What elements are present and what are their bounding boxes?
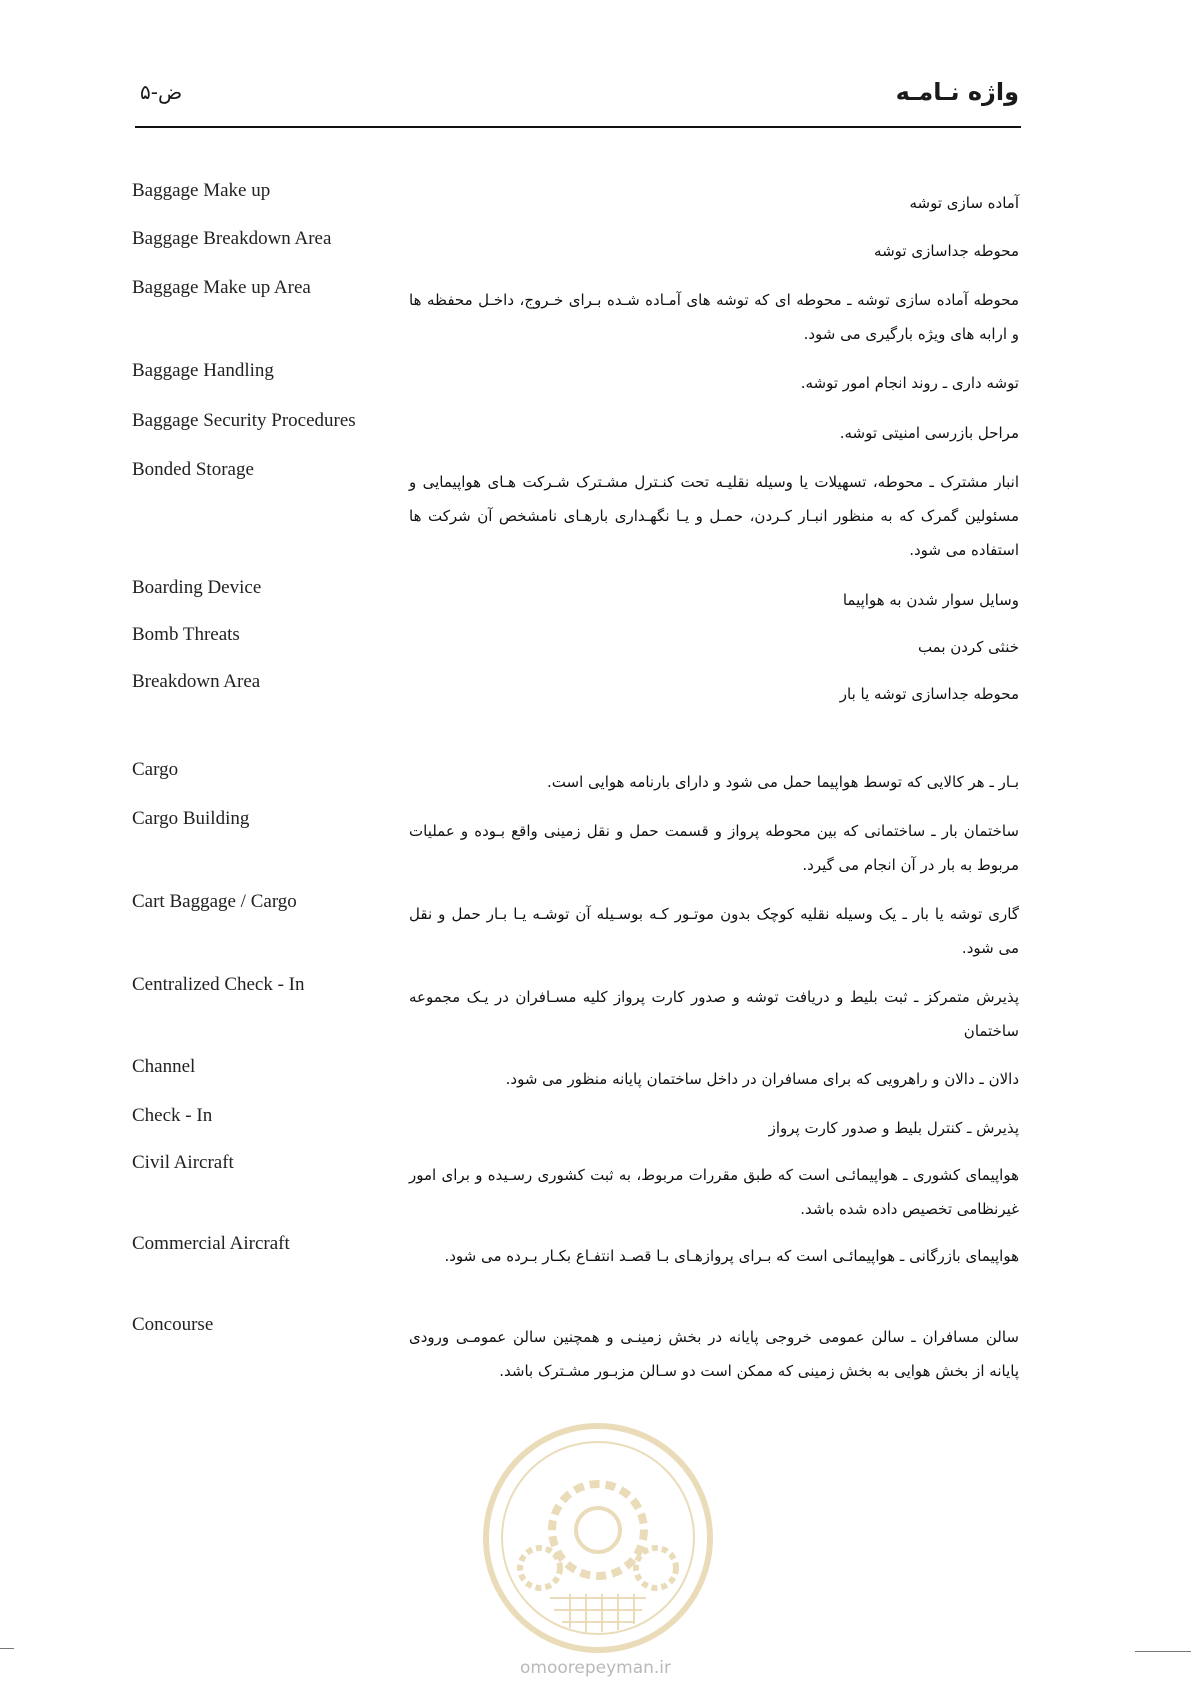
entry-definition-fa: ساختمان بار ـ ساختمانی که بین محوطه پرواز و قسمت حمل و نقل زمینی واقع بـوده و عملیات مربوط به بار در آن انجام می گیرد. — [409, 822, 1019, 874]
entry-term-en: Baggage Make up Area — [132, 277, 311, 298]
entry-definition-fa: پذیرش ـ کنترل بلیط و صدور کارت پرواز — [768, 1119, 1019, 1137]
entry-definition-fa: سالن مسافران ـ سالن عمومی خروجی پایانه در بخش زمینـی و همچنین سالن عمومـی ورودی پایانه از بخش هوایی به بخش زمینی که ممکن است دو سـالن مزبـور مشـترک باشد. — [409, 1328, 1019, 1380]
entry-definition-fa: مراحل بازرسی امنیتی توشه. — [839, 424, 1019, 442]
entry-definition-fa: دالان ـ دالان و راهرویی که برای مسافران در داخل ساختمان پایانه منظور می شود. — [505, 1070, 1019, 1088]
entry-definition-fa: هواپیمای بازرگانی ـ هواپیمائـی است که بـرای پروازهـای بـا قصـد انتفـاع بکـار بـرده می شود. — [444, 1247, 1019, 1265]
entry-term-en: Commercial Aircraft — [132, 1233, 290, 1254]
entry-term-en: Check - In — [132, 1105, 213, 1126]
entry-term-en: Bonded Storage — [132, 459, 254, 480]
entry-term-en: Boarding Device — [132, 577, 262, 598]
scan-edge-mark — [0, 1648, 14, 1649]
entry-term-en: Concourse — [132, 1314, 214, 1335]
page-title: واژه نـامـه — [895, 78, 1019, 106]
watermark-text: omoorepeyman.ir — [519, 1658, 672, 1678]
entry-definition-fa: آماده سازی توشه — [909, 194, 1019, 212]
entry-term-en: Cart Baggage / Cargo — [132, 891, 297, 912]
entry-definition-fa: محوطه جداسازی توشه یا بار — [839, 685, 1019, 703]
page-number: ض-۵ — [140, 80, 183, 104]
entry-definition-fa: خنثی کردن بمب — [917, 638, 1019, 656]
entry-term-en: Civil Aircraft — [132, 1152, 234, 1173]
entry-term-en: Cargo Building — [132, 808, 250, 829]
entry-term-en: Baggage Handling — [132, 360, 274, 381]
entry-term-en: Bomb Threats — [132, 624, 240, 645]
entry-definition-fa: توشه داری ـ روند انجام امور توشه. — [800, 374, 1019, 392]
entry-definition-fa: انبار مشترک ـ محوطه، تسهیلات یا وسیله نقلیـه تحت کنـترل مشـترک شـرکت هـای هواپیمایی و مسئولین گمرک که به منظور انبـار کـردن، حمـل و یـا نگهـداری بارهـای نامشخص آن شرکت ها استفاده می شود. — [409, 473, 1019, 559]
entry-term-en: Breakdown Area — [132, 671, 261, 692]
entry-definition-fa: وسایل سوار شدن به هواپیما — [842, 591, 1019, 609]
entry-term-en: Channel — [132, 1056, 196, 1077]
entry-definition-fa: محوطه آماده سازی توشه ـ محوطه ای که توشه های آمـاده شـده بـرای خـروج، داخـل محفظه ها و ارابه های ویژه بارگیری می شود. — [409, 291, 1019, 343]
entry-term-en: Baggage Make up — [132, 180, 271, 201]
entry-definition-fa: بـار ـ هر کالایی که توسط هواپیما حمل می شود و دارای بارنامه هوایی است. — [547, 773, 1019, 791]
header-divider — [135, 126, 1021, 128]
seal-stamp-icon — [478, 1418, 718, 1658]
entry-definition-fa: هواپیمای کشوری ـ هواپیمائـی است که طبق مقررات مربوط، به ثبت کشوری رسـیده و برای امور غیرنظامی تخصیص داده شده باشد. — [409, 1166, 1019, 1218]
scan-edge-mark — [1135, 1651, 1191, 1652]
entry-term-en: Centralized Check - In — [132, 974, 305, 995]
entry-definition-fa: محوطه جداسازی توشه — [874, 242, 1019, 260]
entry-term-en: Cargo — [132, 759, 179, 780]
entry-definition-fa: پذیرش متمرکز ـ ثبت بلیط و دریافت توشه و صدور کارت پرواز کلیه مسـافران در یـک مجموعه ساختمان — [409, 988, 1019, 1040]
entry-definition-fa: گاری توشه یا بار ـ یک وسیله نقلیه کوچک بدون موتـور کـه بوسـیله آن توشـه یـا بـار حمل و نقل می شود. — [409, 905, 1019, 957]
entry-term-en: Baggage Breakdown Area — [132, 228, 332, 249]
entry-term-en: Baggage Security Procedures — [132, 410, 356, 431]
